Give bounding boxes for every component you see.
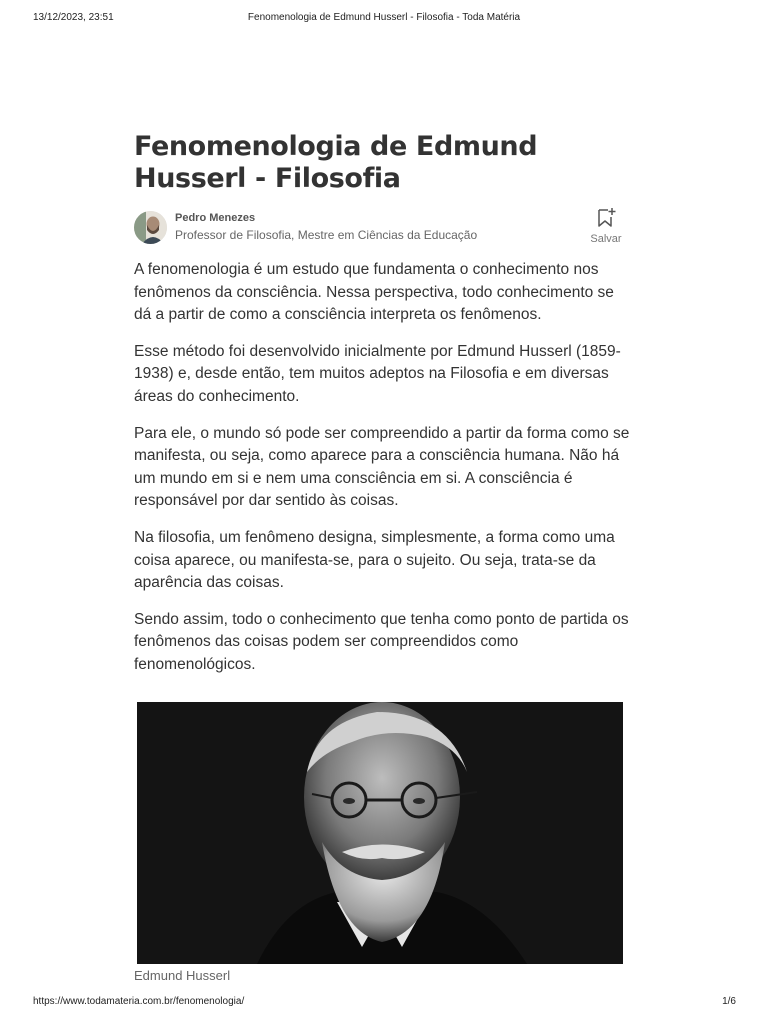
portrait-image: [137, 702, 623, 964]
print-datetime: 13/12/2023, 23:51: [33, 12, 114, 23]
paragraph: Na filosofia, um fenômeno designa, simplesmente, a forma como uma coisa aparece, ou manifesta-se, para o sujeito. Ou seja, trata-se da aparência das coisas.: [134, 528, 615, 592]
article-body: [134, 259, 634, 677]
author-avatar[interactable]: [134, 211, 167, 244]
paragraph: Para ele, o mundo só pode ser compreendido a partir da forma como se manifesta, ou seja, como aparece para a consciência humana. Não há um mundo em si e nem uma consciência em si. A consciência é responsável por dar sentido às coisas.: [134, 424, 630, 510]
paragraph: Sendo assim, todo o conhecimento que tenha como ponto de partida os fenômenos das coisas podem ser compreendidos como fenomenológicos.: [134, 610, 629, 673]
save-button[interactable]: [586, 207, 626, 245]
print-url: https://www.todamateria.com.br/fenomenologia/: [33, 996, 245, 1007]
avatar-photo: [134, 211, 167, 244]
print-page-number: 1/6: [722, 996, 736, 1007]
article: [134, 131, 634, 691]
author-role: Professor de Filosofia, Mestre em Ciências da Educação: [175, 228, 478, 242]
figure-caption: Edmund Husserl: [134, 968, 231, 983]
paragraph: A fenomenologia é um estudo que fundamenta o conhecimento nos fenômenos da consciência. Nessa perspectiva, todo conhecimento se dá a partir de como a consciência interpreta os fenômenos.: [134, 261, 614, 324]
author-block: [134, 211, 634, 247]
husserl-portrait: [137, 702, 623, 964]
bookmark-plus-icon: [595, 207, 617, 229]
print-page-title: Fenomenologia de Edmund Husserl - Filosofia - Toda Matéria: [247, 12, 521, 23]
print-header: [0, 12, 768, 28]
author-name[interactable]: Pedro Menezes: [175, 212, 256, 224]
save-label: Salvar: [590, 233, 622, 245]
paragraph: Esse método foi desenvolvido inicialmente por Edmund Husserl (1859-1938) e, desde então, tem muitos adeptos na Filosofia e em diversas áreas do conhecimento.: [134, 342, 621, 405]
article-title: Fenomenologia de Edmund Husserl - Filosofia: [134, 131, 538, 194]
